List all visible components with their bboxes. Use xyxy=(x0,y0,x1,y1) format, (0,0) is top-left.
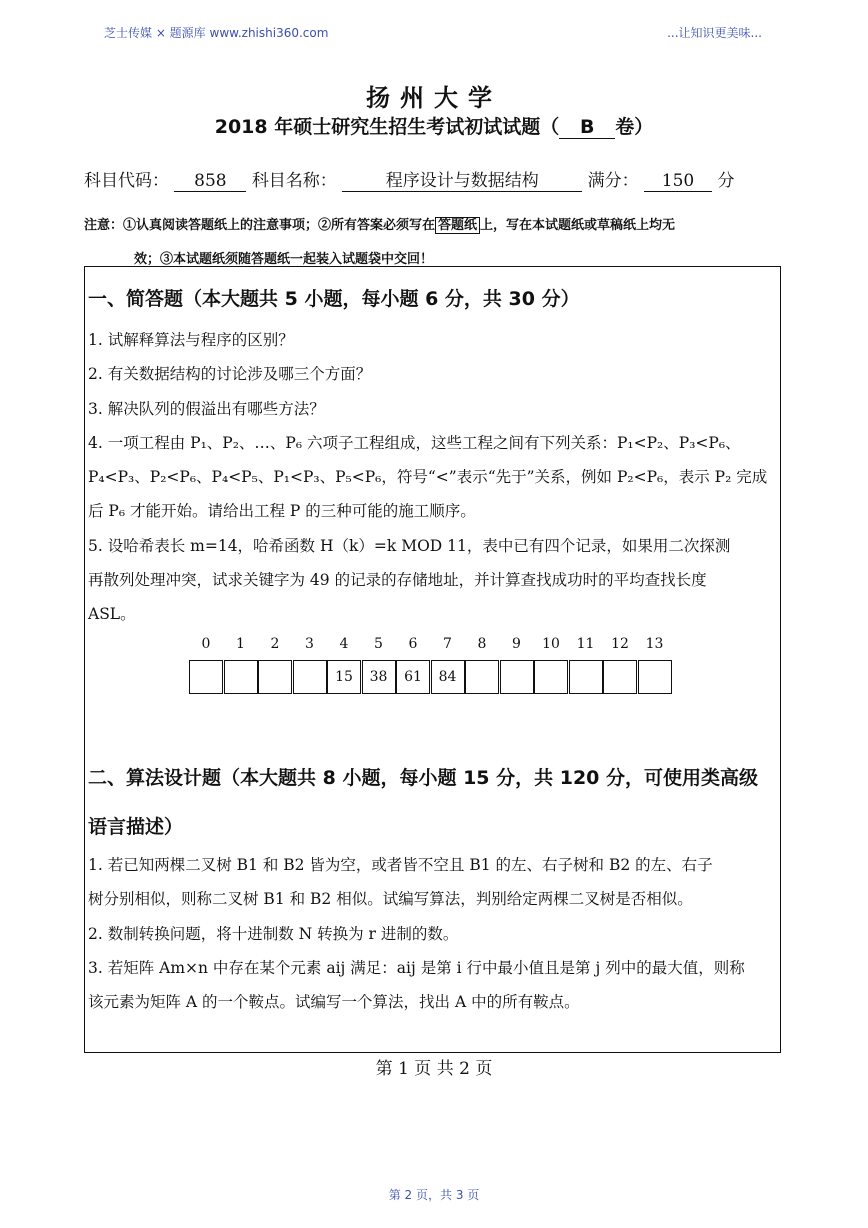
hash-index-label: 4 xyxy=(339,636,349,652)
score-label: 满分： xyxy=(587,171,639,191)
notice-line-1-pre: 注意：①认真阅读答题纸上的注意事项；②所有答案必须写在 xyxy=(84,218,436,233)
hash-index-label: 8 xyxy=(477,636,487,652)
hash-table-cell xyxy=(189,660,223,694)
hash-index-label: 2 xyxy=(270,636,280,652)
score-unit: 分 xyxy=(717,171,735,191)
s1-question-4-line-3: 后 P₆ 才能开始。请给出工程 P 的三种可能的施工顺序。 xyxy=(88,502,476,520)
s1-question-5-line-2: 再散列处理冲突，试求关键字为 49 的记录的存储地址，并计算查找成功时的平均查找长度 xyxy=(88,571,707,589)
s1-question-4-line-1: 4. 一项工程由 P₁、P₂、…、P₆ 六项子工程组成，这些工程之间有下列关系：P₁<P₂、P₃<P₆、 xyxy=(88,434,741,452)
header-watermark-right: ...让知识更美味... xyxy=(667,26,762,40)
notice-line-1-post: 上，写在本试题纸或草稿纸上均无 xyxy=(480,218,676,233)
subject-name: 程序设计与数据结构 xyxy=(342,166,582,192)
s2-question-3-line-2: 该元素为矩阵 A 的一个鞍点。试编写一个算法，找出 A 中的所有鞍点。 xyxy=(88,993,580,1011)
exam-title-prefix: 2018 年硕士研究生招生考试初试试题（ xyxy=(214,116,560,138)
exam-variant: B xyxy=(559,116,615,139)
hash-table-cell: 61 xyxy=(396,660,430,694)
hash-index-label: 9 xyxy=(512,636,521,652)
exam-title xyxy=(0,112,868,139)
s2-question-1-line-1: 1. 若已知两棵二叉树 B1 和 B2 皆为空，或者皆不空且 B1 的左、右子树和 B2 的左、右子 xyxy=(88,856,713,874)
s2-question-1-line-2: 树分别相似，则称二叉树 B1 和 B2 相似。试编写算法，判别给定两棵二叉树是否相似。 xyxy=(88,890,693,908)
section-2-title-line-1: 二、算法设计题（本大题共 8 小题，每小题 15 分，共 120 分，可使用类高级 xyxy=(88,767,759,789)
hash-index-label: 1 xyxy=(236,636,245,652)
answer-sheet-box: 答题纸 xyxy=(435,217,480,234)
hash-table-cell: 15 xyxy=(327,660,361,694)
score-value: 150 xyxy=(644,171,712,192)
hash-table-cell xyxy=(603,660,637,694)
hash-index-label: 0 xyxy=(201,636,211,652)
section-1-title: 一、简答题（本大题共 5 小题，每小题 6 分，共 30 分） xyxy=(88,288,580,310)
hash-index-label: 13 xyxy=(645,636,664,652)
s1-question-5-line-1: 5. 设哈希表长 m=14，哈希函数 H（k）=k MOD 11，表中已有四个记录，如果用二次探测 xyxy=(88,537,731,555)
s2-question-3-line-1: 3. 若矩阵 Am×n 中存在某个元素 aij 满足：aij 是第 i 行中最小值且是第 j 列中的最大值，则称 xyxy=(88,959,745,977)
hash-index-label: 10 xyxy=(542,636,560,652)
hash-table-cell xyxy=(500,660,534,694)
subject-name-label: 科目名称： xyxy=(251,171,337,191)
hash-table-cell xyxy=(569,660,603,694)
s1-question-5-line-3: ASL。 xyxy=(88,605,136,623)
hash-table-cell xyxy=(638,660,672,694)
page-number: 第 1 页 共 2 页 xyxy=(375,1059,493,1079)
s1-question-4-line-2: P₄<P₃、P₂<P₆、P₄<P₅、P₁<P₃、P₅<P₆，符号“<”表示“先于”关系，例如 P₂<P₆，表示 P₂ 完成 xyxy=(88,468,768,486)
exam-title-suffix: 卷） xyxy=(615,116,654,138)
university-name: 扬州大学 xyxy=(366,84,502,112)
s1-question-1: 1. 试解释算法与程序的区别？ xyxy=(88,331,294,349)
hash-index-label: 5 xyxy=(374,636,383,652)
header-watermark-left: 芝士传媒 × 题源库 www.zhishi360.com xyxy=(104,26,329,40)
footer-page-count: 第 2 页，共 3 页 xyxy=(388,1188,480,1202)
notice-line-2: 效；③本试题纸须随答题纸一起装入试题袋中交回！ xyxy=(134,252,434,267)
s2-question-2: 2. 数制转换问题，将十进制数 N 转换为 r 进制的数。 xyxy=(88,925,459,943)
hash-index-label: 12 xyxy=(611,636,629,652)
subject-code-label: 科目代码： xyxy=(84,171,169,191)
notice-line-1 xyxy=(84,214,675,233)
subject-code: 858 xyxy=(174,171,246,192)
hash-table-cell xyxy=(258,660,292,694)
hash-index-label: 6 xyxy=(408,636,418,652)
s1-question-2: 2. 有关数据结构的讨论涉及哪三个方面？ xyxy=(88,365,372,383)
hash-index-label: 7 xyxy=(443,636,452,652)
hash-index-label: 3 xyxy=(305,636,314,652)
hash-table-cell xyxy=(293,660,327,694)
hash-table-cell: 38 xyxy=(362,660,396,694)
hash-table-cell xyxy=(224,660,258,694)
section-2-title-line-2: 语言描述） xyxy=(88,816,184,838)
hash-table-cell: 84 xyxy=(431,660,465,694)
subject-line xyxy=(84,166,734,192)
hash-table-cell xyxy=(534,660,568,694)
hash-table-cell xyxy=(465,660,499,694)
hash-index-label: 11 xyxy=(576,636,595,652)
s1-question-3: 3. 解决队列的假溢出有哪些方法？ xyxy=(88,400,325,418)
